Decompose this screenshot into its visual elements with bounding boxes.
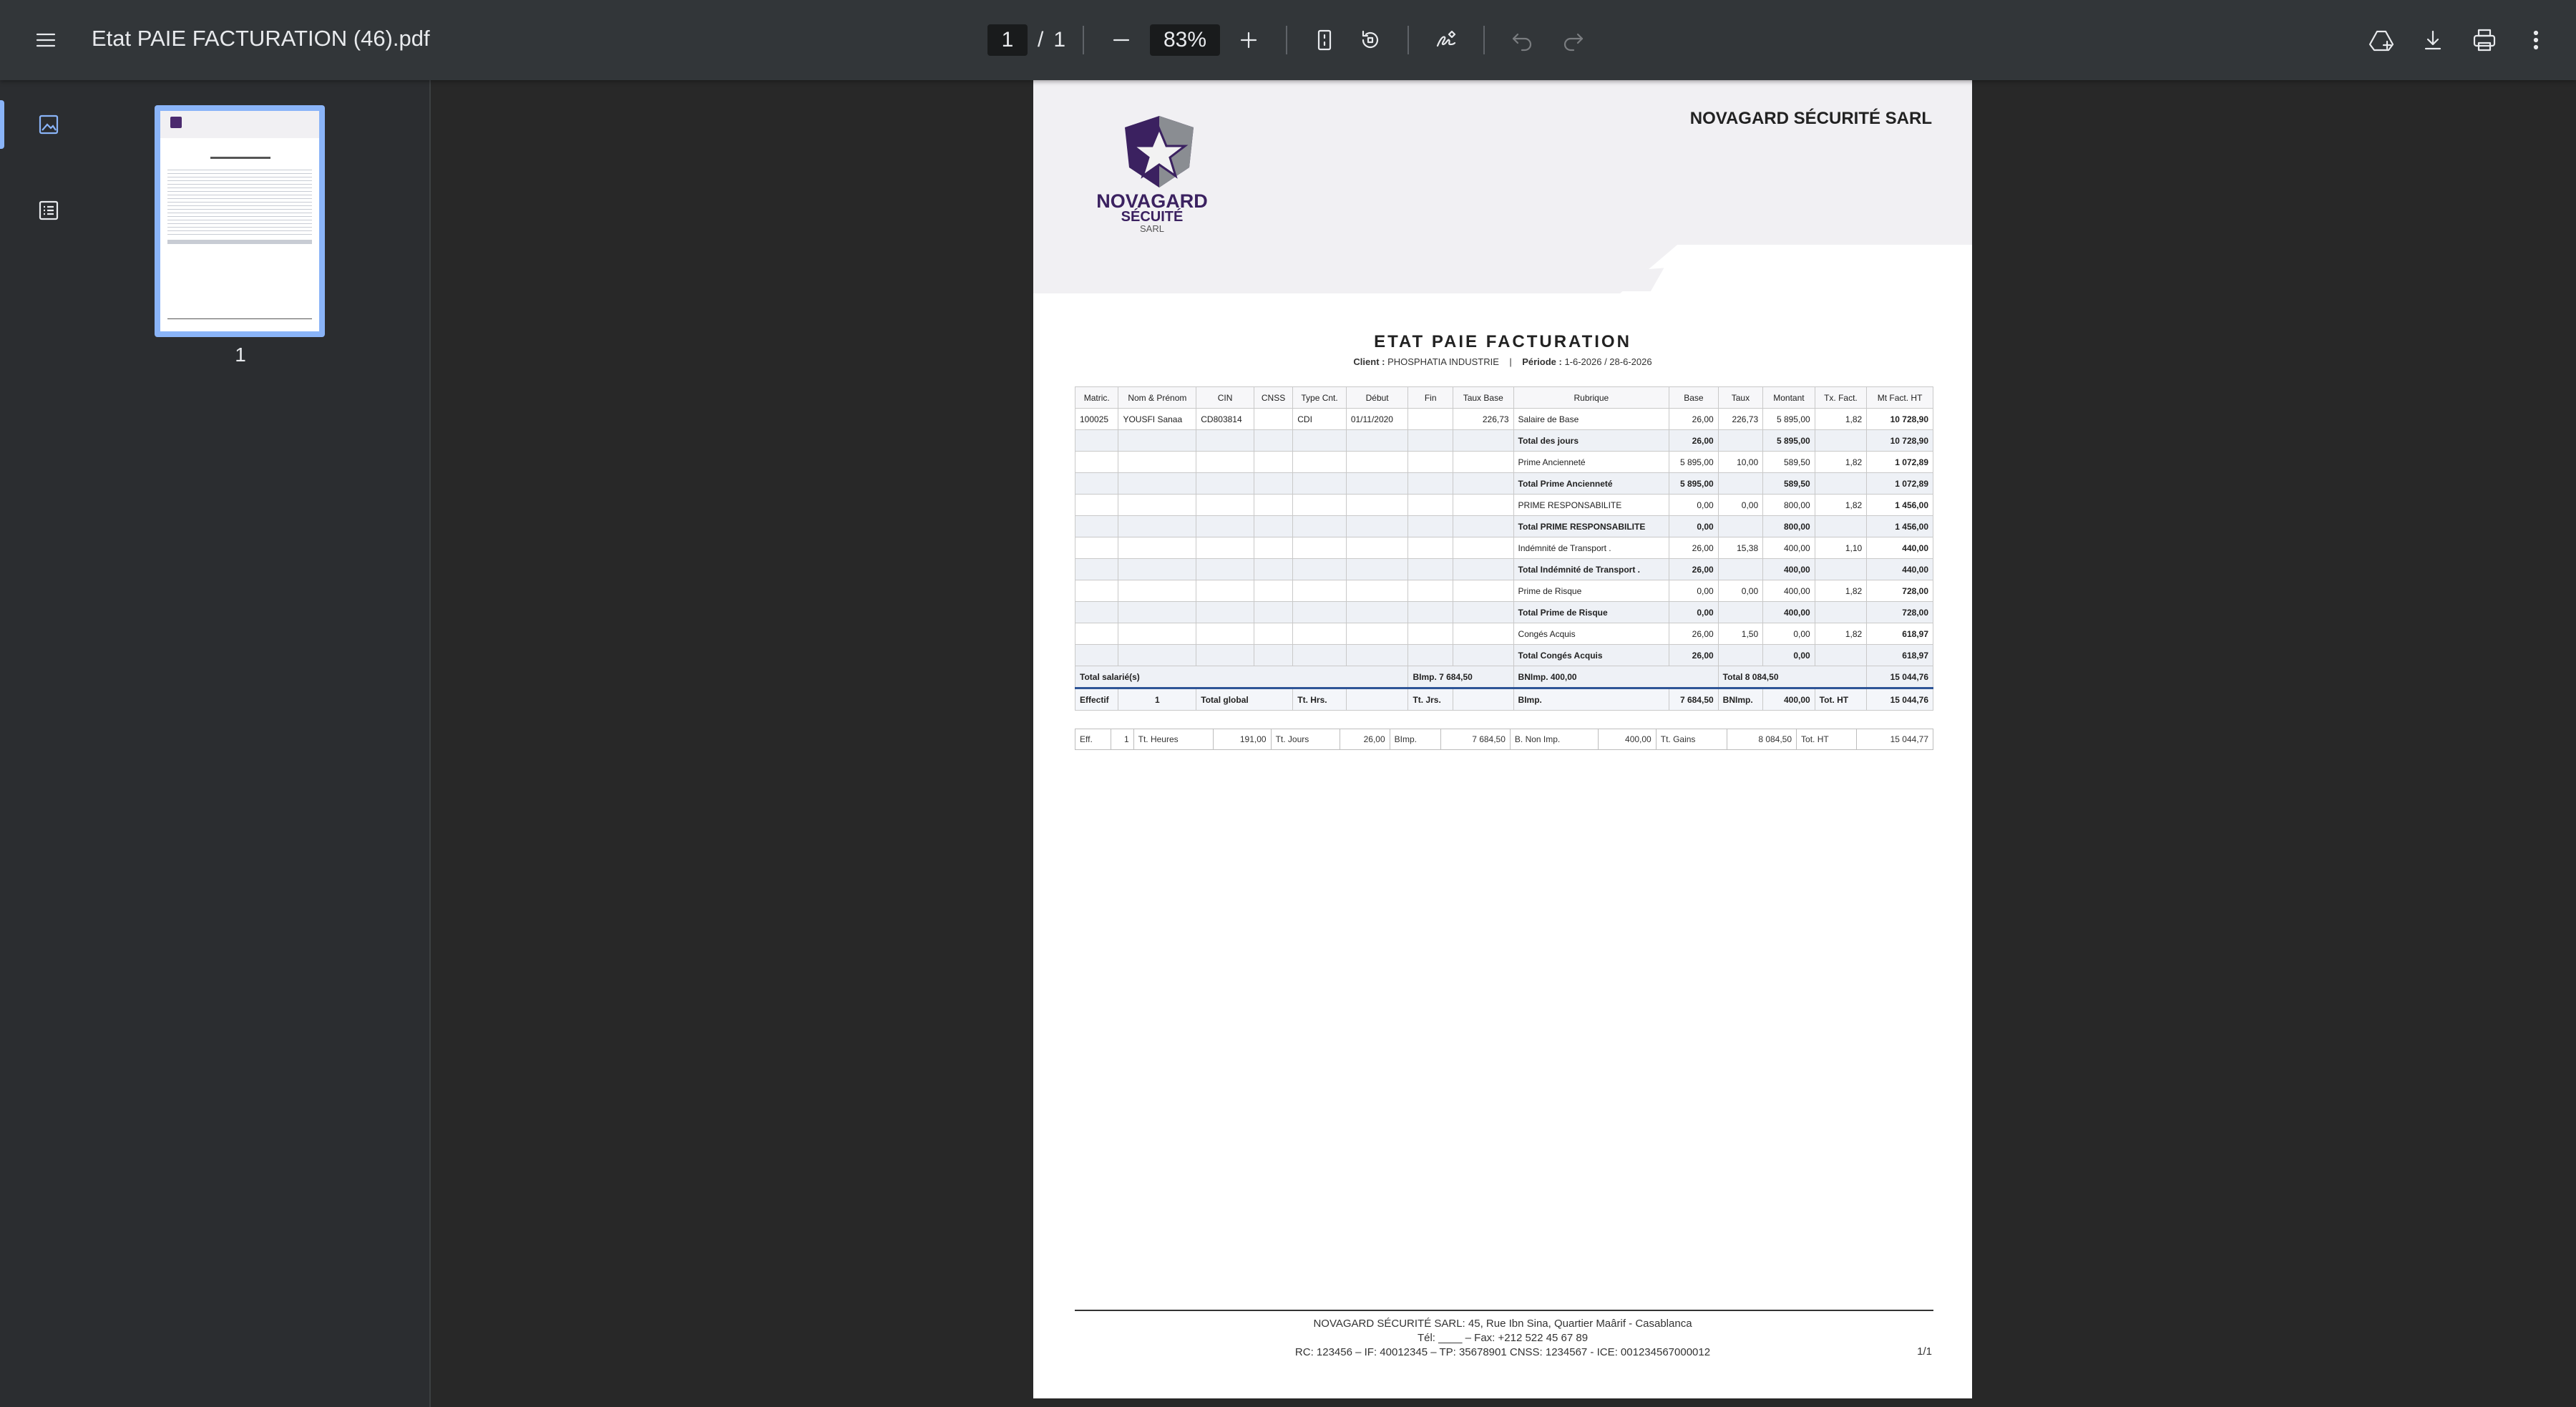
- footer-address: NOVAGARD SÉCURITÉ SARL: 45, Rue Ibn Sina, Quartier Maârif - Casablanca: [1313, 1318, 1692, 1330]
- effectif-row: [1075, 688, 1933, 711]
- table-cell: 589,50: [1763, 473, 1815, 495]
- table-cell: Congés Acquis: [1513, 623, 1669, 645]
- table-row: [1075, 452, 1933, 473]
- table-cell: 1,82: [1815, 452, 1867, 473]
- logo-text-line3: SARL: [1140, 223, 1164, 234]
- table-cell: [1254, 516, 1292, 537]
- column-header: Montant: [1763, 387, 1815, 409]
- table-cell: [1254, 623, 1292, 645]
- table-cell: [1718, 473, 1762, 495]
- column-header: CIN: [1196, 387, 1254, 409]
- table-cell: [1254, 473, 1292, 495]
- divider: [1407, 26, 1409, 54]
- table-cell: 1,82: [1815, 409, 1867, 430]
- company-name-header: NOVAGARD SÉCURITÉ SARL: [1689, 109, 1932, 128]
- table-cell: [1346, 473, 1408, 495]
- column-header: CNSS: [1254, 387, 1292, 409]
- subtotal-row: [1075, 430, 1933, 452]
- table-cell: [1346, 430, 1408, 452]
- table-cell: Salaire de Base: [1513, 409, 1669, 430]
- table-cell: 0,00: [1669, 495, 1719, 516]
- table-cell: 5 895,00: [1763, 430, 1815, 452]
- table-cell: 26,00: [1669, 409, 1719, 430]
- table-cell: [1196, 495, 1254, 516]
- recap-label: Eff.: [1075, 729, 1111, 750]
- table-cell: [1118, 516, 1196, 537]
- table-cell: [1408, 516, 1453, 537]
- payroll-table: [1075, 386, 1933, 711]
- table-cell: [1196, 602, 1254, 623]
- table-cell: 1 456,00: [1867, 516, 1933, 537]
- table-cell: [1453, 623, 1513, 645]
- table-cell: Total des jours: [1513, 430, 1669, 452]
- table-cell: 728,00: [1867, 602, 1933, 623]
- page-thumbnail[interactable]: [155, 105, 325, 337]
- column-header: Matric.: [1075, 387, 1118, 409]
- table-cell: [1815, 473, 1867, 495]
- table-cell: [1293, 580, 1347, 602]
- table-cell: 0,00: [1718, 580, 1762, 602]
- effectif-bnimp-label: BNImp.: [1718, 688, 1762, 711]
- recap-value: 191,00: [1214, 729, 1271, 750]
- footer-divider: [1075, 1310, 1933, 1311]
- table-cell: 800,00: [1763, 495, 1815, 516]
- table-cell: 10 728,90: [1867, 430, 1933, 452]
- column-header: Rubrique: [1513, 387, 1669, 409]
- column-header: Mt Fact. HT: [1867, 387, 1933, 409]
- recap-value: 7 684,50: [1441, 729, 1511, 750]
- table-cell: [1408, 495, 1453, 516]
- active-tab-indicator: [0, 100, 4, 149]
- effectif-bnimp-value: 400,00: [1763, 688, 1815, 711]
- table-cell: 1,10: [1815, 537, 1867, 559]
- table-cell: [1254, 409, 1292, 430]
- table-cell: [1293, 602, 1347, 623]
- table-cell: [1293, 537, 1347, 559]
- table-cell: [1408, 645, 1453, 666]
- subtotal-row: [1075, 645, 1933, 666]
- total-salaries-row: [1075, 666, 1933, 688]
- table-cell: [1453, 559, 1513, 580]
- table-cell: Total Congés Acquis: [1513, 645, 1669, 666]
- recap-value: 400,00: [1599, 729, 1656, 750]
- table-cell: [1408, 452, 1453, 473]
- table-cell: [1408, 409, 1453, 430]
- table-cell: [1293, 516, 1347, 537]
- table-cell: [1118, 430, 1196, 452]
- table-cell: [1196, 473, 1254, 495]
- recap-label: B. Non Imp.: [1510, 729, 1598, 750]
- page-thumbnail-preview: [160, 111, 319, 331]
- table-cell: 1 072,89: [1867, 473, 1933, 495]
- table-cell: CD803814: [1196, 409, 1254, 430]
- table-cell: Total Prime Ancienneté: [1513, 473, 1669, 495]
- table-cell: 400,00: [1763, 602, 1815, 623]
- table-cell: [1196, 645, 1254, 666]
- pdf-page: [1033, 80, 1972, 1398]
- table-cell: [1453, 495, 1513, 516]
- more-options-icon[interactable]: [2516, 20, 2556, 60]
- zoom-out-icon[interactable]: [1101, 20, 1141, 60]
- table-cell: YOUSFI Sanaa: [1118, 409, 1196, 430]
- table-cell: 1,82: [1815, 495, 1867, 516]
- page-total: 1: [1053, 28, 1066, 52]
- client-value: PHOSPHATIA INDUSTRIE: [1387, 356, 1499, 367]
- total-salaries-label: Total salarié(s): [1075, 666, 1408, 688]
- table-cell: [1453, 516, 1513, 537]
- table-cell: [1718, 516, 1762, 537]
- effectif-ht-label: Tot. HT: [1815, 688, 1867, 711]
- table-cell: [1408, 602, 1453, 623]
- table-cell: [1254, 430, 1292, 452]
- table-cell: Total Indémnité de Transport .: [1513, 559, 1669, 580]
- table-cell: [1453, 645, 1513, 666]
- table-cell: [1254, 602, 1292, 623]
- table-cell: [1346, 623, 1408, 645]
- table-cell: [1293, 452, 1347, 473]
- table-cell: 26,00: [1669, 623, 1719, 645]
- total-salaries-bimp: BImp. 7 684,50: [1408, 666, 1513, 688]
- table-cell: [1346, 580, 1408, 602]
- table-cell: [1346, 559, 1408, 580]
- table-cell: 26,00: [1669, 537, 1719, 559]
- table-cell: 1 456,00: [1867, 495, 1933, 516]
- table-cell: [1196, 452, 1254, 473]
- recap-label: BImp.: [1390, 729, 1441, 750]
- page-zoom-controls: [987, 20, 1594, 60]
- column-header: Type Cnt.: [1293, 387, 1347, 409]
- recap-value: 8 084,50: [1727, 729, 1797, 750]
- table-cell: 0,00: [1669, 580, 1719, 602]
- table-cell: [1075, 645, 1118, 666]
- table-cell: [1408, 580, 1453, 602]
- divider: [1083, 26, 1084, 54]
- table-cell: 1,82: [1815, 623, 1867, 645]
- table-cell: [1293, 645, 1347, 666]
- recap-label: Tt. Heures: [1133, 729, 1214, 750]
- table-cell: [1718, 430, 1762, 452]
- table-cell: [1196, 430, 1254, 452]
- table-cell: [1254, 580, 1292, 602]
- table-cell: 728,00: [1867, 580, 1933, 602]
- table-cell: 226,73: [1453, 409, 1513, 430]
- table-cell: [1196, 537, 1254, 559]
- effectif-ht-value: 15 044,76: [1867, 688, 1933, 711]
- table-cell: [1254, 559, 1292, 580]
- effectif-bimp-value: 7 684,50: [1669, 688, 1719, 711]
- table-cell: [1254, 645, 1292, 666]
- table-cell: 0,00: [1763, 645, 1815, 666]
- table-cell: [1293, 473, 1347, 495]
- subtotal-row: [1075, 473, 1933, 495]
- total-hours-label: Tt. Hrs.: [1293, 688, 1347, 711]
- total-days-value: [1453, 688, 1513, 711]
- table-row: [1075, 623, 1933, 645]
- recap-value: 15 044,77: [1856, 729, 1933, 750]
- table-cell: [1293, 623, 1347, 645]
- table-cell: 618,97: [1867, 623, 1933, 645]
- effectif-value: 1: [1118, 688, 1196, 711]
- table-cell: [1718, 645, 1762, 666]
- logo-text-line1: NOVAGARD: [1096, 190, 1208, 212]
- print-icon[interactable]: [2464, 20, 2504, 60]
- table-cell: [1075, 580, 1118, 602]
- document-heading: ETAT PAIE FACTURATION: [1374, 332, 1631, 351]
- table-cell: 0,00: [1669, 516, 1719, 537]
- column-header: Taux: [1718, 387, 1762, 409]
- annotate-pen-icon[interactable]: [1426, 20, 1466, 60]
- table-cell: 15,38: [1718, 537, 1762, 559]
- table-cell: [1118, 559, 1196, 580]
- table-cell: 5 895,00: [1763, 409, 1815, 430]
- table-body: [1075, 409, 1933, 666]
- table-cell: 01/11/2020: [1346, 409, 1408, 430]
- recap-table: [1075, 729, 1933, 750]
- table-cell: [1453, 602, 1513, 623]
- table-cell: [1346, 516, 1408, 537]
- recap-label: Tt. Jours: [1271, 729, 1340, 750]
- effectif-label: Effectif: [1075, 688, 1118, 711]
- table-cell: 440,00: [1867, 559, 1933, 580]
- footer-page-number: 1/1: [1917, 1345, 1932, 1358]
- column-header: Base: [1669, 387, 1719, 409]
- total-global-label: Total global: [1196, 688, 1293, 711]
- table-cell: Total Prime de Risque: [1513, 602, 1669, 623]
- menu-icon[interactable]: [26, 20, 66, 60]
- table-cell: 800,00: [1763, 516, 1815, 537]
- recap-label: Tot. HT: [1797, 729, 1857, 750]
- table-cell: [1075, 516, 1118, 537]
- fit-page-icon[interactable]: [1304, 20, 1345, 60]
- divider: [1286, 26, 1287, 54]
- table-cell: 0,00: [1718, 495, 1762, 516]
- table-cell: 1 072,89: [1867, 452, 1933, 473]
- table-cell: [1408, 559, 1453, 580]
- table-cell: [1346, 452, 1408, 473]
- table-cell: [1815, 559, 1867, 580]
- table-cell: 5 895,00: [1669, 452, 1719, 473]
- table-cell: [1815, 430, 1867, 452]
- table-cell: [1453, 452, 1513, 473]
- recap-label: Tt. Gains: [1656, 729, 1727, 750]
- table-cell: [1075, 473, 1118, 495]
- table-cell: [1118, 623, 1196, 645]
- table-cell: [1254, 537, 1292, 559]
- table-cell: [1718, 602, 1762, 623]
- column-header: Début: [1346, 387, 1408, 409]
- table-cell: [1453, 537, 1513, 559]
- subtotal-row: [1075, 516, 1933, 537]
- recap-value: 26,00: [1340, 729, 1390, 750]
- table-cell: [1408, 473, 1453, 495]
- table-row: [1075, 580, 1933, 602]
- table-cell: [1293, 559, 1347, 580]
- download-icon[interactable]: [2413, 20, 2453, 60]
- table-cell: [1196, 516, 1254, 537]
- table-cell: [1196, 580, 1254, 602]
- table-cell: 10,00: [1718, 452, 1762, 473]
- table-cell: 26,00: [1669, 559, 1719, 580]
- table-cell: Prime de Risque: [1513, 580, 1669, 602]
- table-cell: 26,00: [1669, 645, 1719, 666]
- table-cell: [1075, 602, 1118, 623]
- zoom-level-input[interactable]: 83%: [1150, 24, 1220, 56]
- table-cell: CDI: [1293, 409, 1347, 430]
- table-cell: [1118, 473, 1196, 495]
- table-cell: [1254, 495, 1292, 516]
- footer-phone: Tél: ____ – Fax: +212 522 45 67 89: [1417, 1332, 1589, 1344]
- table-cell: [1293, 430, 1347, 452]
- table-cell: 589,50: [1763, 452, 1815, 473]
- recap-row: [1075, 729, 1933, 750]
- table-cell: Prime Ancienneté: [1513, 452, 1669, 473]
- table-cell: [1075, 559, 1118, 580]
- table-row: [1075, 495, 1933, 516]
- company-logo: [1088, 113, 1231, 235]
- table-cell: 400,00: [1763, 559, 1815, 580]
- table-cell: [1075, 495, 1118, 516]
- table-cell: [1196, 623, 1254, 645]
- table-cell: 100025: [1075, 409, 1118, 430]
- table-cell: 5 895,00: [1669, 473, 1719, 495]
- table-cell: 440,00: [1867, 537, 1933, 559]
- table-cell: [1075, 452, 1118, 473]
- table-cell: [1815, 516, 1867, 537]
- document-title: Etat PAIE FACTURATION (46).pdf: [92, 26, 430, 51]
- thumbnail-page-label: 1: [235, 344, 246, 366]
- column-header: Nom & Prénom: [1118, 387, 1196, 409]
- header-cut-left: [1033, 245, 1677, 293]
- thumbnails-tab-icon[interactable]: [17, 93, 80, 156]
- page-separator: /: [1038, 28, 1044, 52]
- table-cell: [1254, 452, 1292, 473]
- column-header: Fin: [1408, 387, 1453, 409]
- table-cell: [1118, 580, 1196, 602]
- divider: [1483, 26, 1485, 54]
- table-cell: 26,00: [1669, 430, 1719, 452]
- column-header: Taux Base: [1453, 387, 1513, 409]
- page-number-input[interactable]: 1: [987, 24, 1028, 56]
- table-cell: Total PRIME RESPONSABILITE: [1513, 516, 1669, 537]
- page-footer: [1033, 1317, 1972, 1360]
- table-cell: [1118, 452, 1196, 473]
- toolbar-actions: [2361, 20, 2556, 60]
- table-cell: [1075, 430, 1118, 452]
- table-header-row: [1075, 387, 1933, 409]
- total-salaries-bnimp: BNImp. 400,00: [1513, 666, 1718, 688]
- table-cell: [1408, 537, 1453, 559]
- periode-label: Période :: [1522, 356, 1562, 367]
- table-cell: Indémnité de Transport .: [1513, 537, 1669, 559]
- table-cell: 400,00: [1763, 580, 1815, 602]
- shield-star-icon: [1088, 113, 1231, 192]
- table-cell: [1346, 537, 1408, 559]
- table-cell: [1075, 623, 1118, 645]
- pdf-toolbar: [0, 0, 2576, 80]
- table-cell: 0,00: [1669, 602, 1719, 623]
- effectif-bimp-label: BImp.: [1513, 688, 1669, 711]
- client-label: Client :: [1353, 356, 1385, 367]
- table-cell: [1346, 602, 1408, 623]
- subtotal-row: [1075, 602, 1933, 623]
- table-row: [1075, 409, 1933, 430]
- footer-registration: RC: 123456 – IF: 40012345 – TP: 35678901 CNSS: 1234567 - ICE: 001234567000012: [1294, 1346, 1711, 1358]
- table-cell: [1118, 645, 1196, 666]
- table-cell: [1453, 430, 1513, 452]
- table-cell: [1196, 559, 1254, 580]
- subtotal-row: [1075, 559, 1933, 580]
- table-cell: 1,50: [1718, 623, 1762, 645]
- table-cell: [1118, 495, 1196, 516]
- table-cell: [1718, 559, 1762, 580]
- table-cell: [1075, 537, 1118, 559]
- redo-icon[interactable]: [1553, 20, 1594, 60]
- logo-text-line2: SÉCUITÉ: [1121, 209, 1184, 225]
- table-cell: [1346, 495, 1408, 516]
- table-cell: [1815, 645, 1867, 666]
- table-cell: 1,82: [1815, 580, 1867, 602]
- table-cell: [1815, 602, 1867, 623]
- column-header: Tx. Fact.: [1815, 387, 1867, 409]
- total-salaries-total: Total 8 084,50: [1718, 666, 1867, 688]
- table-cell: [1118, 537, 1196, 559]
- table-cell: [1453, 473, 1513, 495]
- table-cell: [1293, 495, 1347, 516]
- table-cell: [1118, 602, 1196, 623]
- table-cell: 10 728,90: [1867, 409, 1933, 430]
- outline-tab-icon[interactable]: [17, 179, 80, 242]
- total-hours-value: [1346, 688, 1408, 711]
- drive-save-icon[interactable]: [2361, 20, 2401, 60]
- table-cell: [1408, 430, 1453, 452]
- total-salaries-ht: 15 044,76: [1867, 666, 1933, 688]
- table-cell: 226,73: [1718, 409, 1762, 430]
- table-cell: 400,00: [1763, 537, 1815, 559]
- undo-icon[interactable]: [1502, 20, 1542, 60]
- table-cell: [1346, 645, 1408, 666]
- table-cell: [1453, 580, 1513, 602]
- table-cell: 618,97: [1867, 645, 1933, 666]
- periode-value: 1-6-2026 / 28-6-2026: [1564, 356, 1652, 367]
- table-row: [1075, 537, 1933, 559]
- table-cell: 0,00: [1763, 623, 1815, 645]
- zoom-in-icon[interactable]: [1229, 20, 1269, 60]
- subheading-separator: |: [1509, 356, 1512, 367]
- table-cell: PRIME RESPONSABILITE: [1513, 495, 1669, 516]
- table-cell: [1408, 623, 1453, 645]
- total-days-label: Tt. Jrs.: [1408, 688, 1453, 711]
- document-subheading: [1033, 356, 1972, 367]
- recap-value: 1: [1111, 729, 1133, 750]
- thumbnail-sidebar: [0, 80, 431, 1407]
- rotate-icon[interactable]: [1350, 20, 1390, 60]
